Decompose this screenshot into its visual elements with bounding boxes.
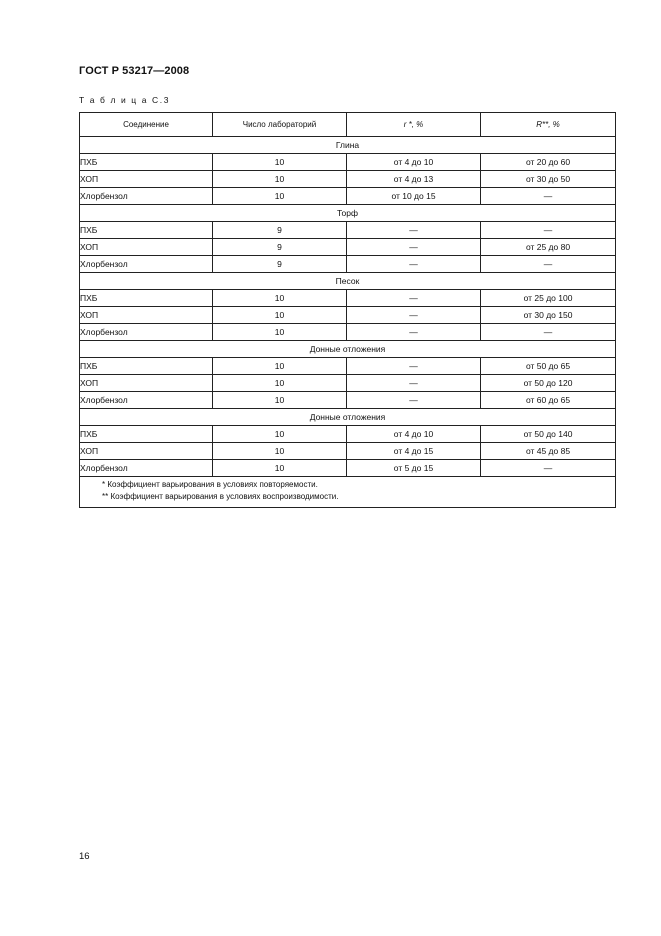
group-row [80, 409, 616, 426]
data-table [79, 112, 616, 508]
cell-lab-count: 10 [213, 358, 347, 375]
table-row [80, 392, 616, 409]
notes-row [80, 477, 616, 508]
column-header-repeatability: r *, % [347, 113, 481, 137]
cell-reproducibility: от 30 до 50 [481, 171, 616, 188]
cell-compound: ПХБ [80, 154, 213, 171]
cell-lab-count: 10 [213, 392, 347, 409]
cell-lab-count: 10 [213, 375, 347, 392]
cell-reproducibility: от 45 до 85 [481, 443, 616, 460]
cell-lab-count: 9 [213, 256, 347, 273]
cell-repeatability: от 4 до 10 [347, 154, 481, 171]
cell-reproducibility: — [481, 460, 616, 477]
cell-repeatability: от 4 до 13 [347, 171, 481, 188]
cell-reproducibility: от 25 до 80 [481, 239, 616, 256]
cell-reproducibility: от 60 до 65 [481, 392, 616, 409]
table-row [80, 307, 616, 324]
cell-repeatability: — [347, 290, 481, 307]
cell-lab-count: 10 [213, 324, 347, 341]
cell-lab-count: 10 [213, 443, 347, 460]
cell-reproducibility: от 25 до 100 [481, 290, 616, 307]
cell-lab-count: 10 [213, 307, 347, 324]
cell-repeatability: — [347, 392, 481, 409]
cell-compound: ХОП [80, 375, 213, 392]
cell-repeatability: от 5 до 15 [347, 460, 481, 477]
table-header-row [80, 113, 616, 137]
cell-compound: ПХБ [80, 222, 213, 239]
table-row [80, 256, 616, 273]
cell-lab-count: 10 [213, 154, 347, 171]
table-row [80, 443, 616, 460]
table-row [80, 171, 616, 188]
cell-compound: Хлорбензол [80, 256, 213, 273]
column-header-reproducibility: R**, % [481, 113, 616, 137]
cell-lab-count: 10 [213, 426, 347, 443]
cell-reproducibility: — [481, 256, 616, 273]
cell-repeatability: — [347, 307, 481, 324]
cell-compound: Хлорбензол [80, 392, 213, 409]
cell-lab-count: 10 [213, 460, 347, 477]
cell-lab-count: 10 [213, 188, 347, 205]
table-row [80, 222, 616, 239]
table-row [80, 426, 616, 443]
cell-compound: ХОП [80, 171, 213, 188]
table-row [80, 324, 616, 341]
cell-compound: ПХБ [80, 426, 213, 443]
column-header-lab-count: Число лабораторий [213, 113, 347, 137]
cell-lab-count: 10 [213, 290, 347, 307]
cell-compound: ПХБ [80, 358, 213, 375]
cell-compound: Хлорбензол [80, 188, 213, 205]
group-label: Донные отложения [80, 341, 616, 358]
cell-reproducibility: от 50 до 120 [481, 375, 616, 392]
cell-lab-count: 9 [213, 222, 347, 239]
cell-repeatability: — [347, 239, 481, 256]
group-label: Торф [80, 205, 616, 222]
cell-reproducibility: от 50 до 65 [481, 358, 616, 375]
group-label: Глина [80, 137, 616, 154]
cell-repeatability: — [347, 222, 481, 239]
cell-repeatability: от 10 до 15 [347, 188, 481, 205]
footnote: * Коэффициент варьирования в условиях повторяемости. [102, 480, 318, 489]
table-row [80, 375, 616, 392]
group-row [80, 273, 616, 290]
cell-repeatability: — [347, 375, 481, 392]
footnote: ** Коэффициент варьирования в условиях воспроизводимости. [102, 492, 339, 501]
cell-repeatability: — [347, 324, 481, 341]
table-caption: Т а б л и ц а С.3 [79, 95, 171, 105]
group-label: Песок [80, 273, 616, 290]
cell-reproducibility: от 30 до 150 [481, 307, 616, 324]
cell-lab-count: 10 [213, 171, 347, 188]
table-row [80, 154, 616, 171]
table-row [80, 358, 616, 375]
cell-compound: ХОП [80, 443, 213, 460]
column-header-compound: Соединение [80, 113, 213, 137]
group-row [80, 137, 616, 154]
table-row [80, 460, 616, 477]
group-row [80, 341, 616, 358]
cell-compound: Хлорбензол [80, 324, 213, 341]
cell-reproducibility: — [481, 222, 616, 239]
cell-compound: ПХБ [80, 290, 213, 307]
cell-compound: ХОП [80, 307, 213, 324]
cell-repeatability: от 4 до 10 [347, 426, 481, 443]
group-label: Донные отложения [80, 409, 616, 426]
table-body [80, 137, 616, 508]
table-row [80, 290, 616, 307]
cell-compound: ХОП [80, 239, 213, 256]
notes-cell [80, 477, 616, 508]
cell-lab-count: 9 [213, 239, 347, 256]
cell-reproducibility: от 20 до 60 [481, 154, 616, 171]
cell-compound: Хлорбензол [80, 460, 213, 477]
page-number: 16 [79, 851, 90, 862]
cell-reproducibility: — [481, 188, 616, 205]
cell-reproducibility: — [481, 324, 616, 341]
cell-reproducibility: от 50 до 140 [481, 426, 616, 443]
group-row [80, 205, 616, 222]
table-row [80, 188, 616, 205]
cell-repeatability: — [347, 256, 481, 273]
cell-repeatability: — [347, 358, 481, 375]
table-row [80, 239, 616, 256]
document-title: ГОСТ Р 53217—2008 [79, 65, 190, 77]
cell-repeatability: от 4 до 15 [347, 443, 481, 460]
